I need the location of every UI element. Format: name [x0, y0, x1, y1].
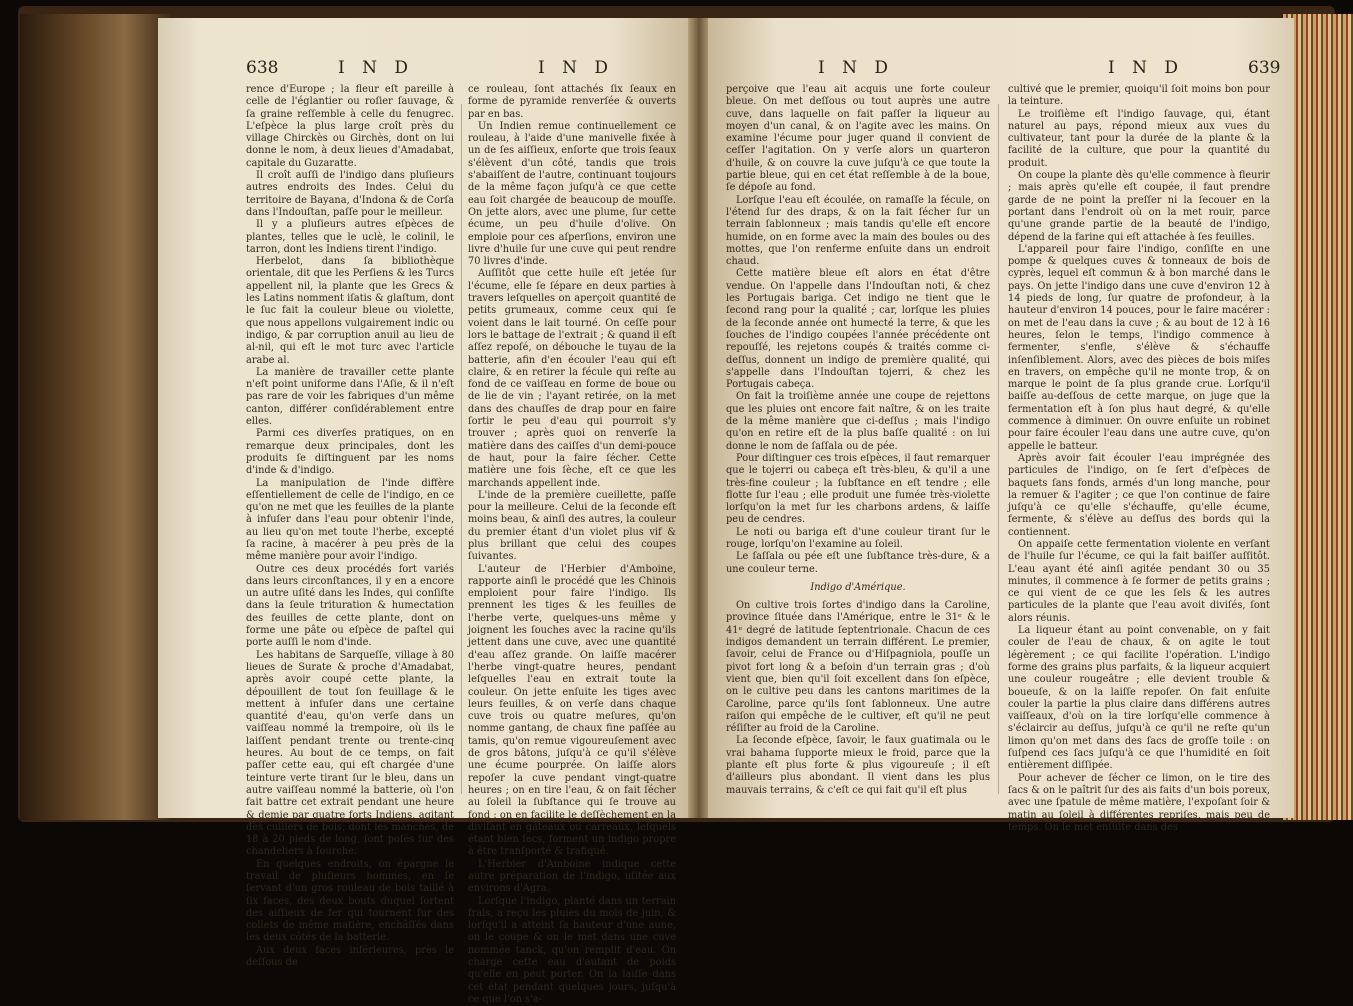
paragraph: La liqueur étant au point convenable, on y fait couler de l'eau de chaux, & on agite le tout légèrement ; ce qui facilite l'opération. L'indigo forme des grains plus parfaits, & la liqueur acquiert une couleur rougeâtre ; elle devient trouble & boueuſe, & on la laiſſe repoſer. On fait enſuite couler la partie la plus claire dans différens autres vaiſſeaux, d'où on la tire lorſqu'elle commence à s'éclaircir au deſſus, juſqu'à ce qu'il ne reſte qu'un limon qu'on met dans des ſacs de groſſe toile : on ſuſpend ces ſacs juſqu'à ce que l'humidité en ſoit entièrement diſſipée. [1008, 625, 1270, 772]
paragraph: L'Herbier d'Amboine indique cette autre préparation de l'indigo, uſitée aux environs d'Agra. [468, 858, 676, 895]
paragraph: Pour diſtinguer ces trois eſpèces, il faut remarquer que le tojerri ou cabeça eſt très-bleu, & qu'il a une très-fine couleur ; la ſubſtance en eſt tendre ; elle flotte ſur l'eau ; elle produit une fumée très-violette lorſqu'on la met ſur les charbons ardens, & laiſſe peu de cendres. [726, 452, 990, 526]
paragraph: ce rouleau, ſont attachés ſix ſeaux en forme de pyramide renverſée & ouverts par en bas. [468, 84, 676, 120]
paragraph: Auſſitôt que cette huile eſt jetée ſur l'écume, elle ſe ſépare en deux parties à travers leſquelles on aperçoit quantité de petits grumeaux, comme ceux qui ſe voient dans le lait tourné. On ceſſe pour lors le battage de l'extrait ; & quand il eſt aſſez repoſé, on débouche le tuyau de la batterie, afin d'en écouler l'eau qui eſt claire, & en retirer la fécule qui reſte au fond de ce vaiſſeau en forme de boue ou de lie de vin ; l'ayant retirée, on la met dans des chauſſes de drap pour en faire ſortir le peu d'eau qui pourroit s'y trouver ; après quoi on renverſe la matière dans des caiſſes d'un demi-pouce de haut, pour la faire ſécher. Cette matière une fois ſèche, eſt ce que les marchands appellent inde. [468, 268, 676, 489]
paragraph: Parmi ces diverſes pratiques, on en remarque deux principales, dont les produits ſe diſtinguent par les noms d'inde & d'indigo. [246, 428, 454, 477]
running-head: I N D [818, 58, 895, 78]
paragraph: La manière de travailler cette plante n'eſt point uniforme dans l'Aſie, & il n'eſt pas rare de voir les fabriques d'un même canton, différer conſidérablement entre elles. [246, 366, 454, 428]
paragraph: rence d'Europe ; la fleur eſt pareille à celle de l'églantier ou roſier ſauvage, & ſa graine reſſemble à celle du fenugrec. L'eſpèce la plus large croît près du village Chirckès ou Girchès, dont on lui donne le nom, à deux lieues d'Amadabat, capitale du Guzaratte. [246, 84, 454, 169]
text-column-right [1008, 84, 1270, 834]
paragraph: L'appareil pour faire l'indigo, conſiſte en une pompe & quelques cuves & tonneaux de bois de cyprès, lequel eſt commun & à bon marché dans le pays. On jette l'indigo dans une cuve d'environ 12 à 14 pieds de long, ſur quatre de profondeur, à la hauteur d'environ 14 pouces, pour le faire macérer : on met de l'eau dans la cuve ; & au bout de 12 à 16 heures, ſelon le temps, l'indigo commence à fermenter, s'enfle, s'élève & s'échauffe inſenſiblement. Alors, avec des pièces de bois miſes en travers, on empêche qu'il ne monte trop, & on marque le point de ſa plus grande crue. Lorſqu'il baiſſe au-deſſous de cette marque, on juge que la fermentation eſt à ſon plus haut degré, & qu'elle commence à diminuer. On ouvre enſuite un robinet pour faire écouler l'eau dans une autre cuve, qu'on appelle le batteur. [1008, 243, 1270, 452]
paragraph: Il y a pluſieurs autres eſpèces de plantes, telles que le uclè, le colinil, le tarron, dont les Indiens tirent l'indigo. [246, 219, 454, 255]
text-column-left [726, 84, 990, 797]
paragraph: Après avoir fait écouler l'eau imprégnée des particules de l'indigo, on ſe ſert d'eſpèces de baquets ſans fonds, armés d'un long manche, pour la remuer & l'agiter ; ce que l'on continue de faire juſqu'à ce qu'elle s'échauffe, qu'elle écume, fermente, & s'élève au deſſus des bords qui la contiennent. [1008, 452, 1270, 538]
paragraph: perçoive que l'eau ait acquis une forte couleur bleue. On met deſſous ou tout auprès une autre cuve, dans laquelle on fait paſſer la liqueur au moyen d'un canal, & on l'agite avec les mains. On examine l'écume pour juger quand il convient de ceſſer l'agitation. On y verſe alors un quarteron d'huile, & on couvre la cuve juſqu'à ce que toute la partie bleue, qui en cet état reſſemble à de la boue, ſe dépoſe au fond. [726, 84, 990, 194]
section-heading: Indigo d'Amérique. [810, 581, 906, 593]
paragraph: En quelques endroits, on épargne le travail de pluſieurs hommes, en ſe ſervant d'un gros rouleau de bois taillé à ſix faces, des deux bouts duquel ſortent des aiſſieux de fer qui tournent ſur des collets de même matière, enchâſſés dans les deux côtés de la batterie. [246, 858, 454, 944]
paragraph: Outre ces deux procédés fort variés dans leurs circonſtances, il y en a encore un autre uſité dans les Indes, qui conſiſte dans la ſeule trituration & humectation des feuilles de cette plante, dont on forme une pâte ou eſpèce de paſtel qui porte auſſi le nom d'inde. [246, 563, 454, 649]
paragraph: Lorſque l'indigo, planté dans un terrain frais, a reçu les pluies du mois de juin, & lorſqu'il a atteint ſa hauteur d'une aune, on le coupe & on le met dans une cuve nommée tanck, qu'on remplit d'eau. On charge cette eau d'autant de poids qu'elle en peut porter. On la laiſſe dans cet état pendant quelques jours, juſqu'à ce que l'on s'a- [468, 895, 676, 1005]
column-rule [998, 104, 999, 794]
paragraph: Aux deux faces inférieures, près le deſſous de [246, 944, 454, 969]
paragraph: Le ſaſſala ou pée eſt une ſubſtance très-dure, & a une couleur terne. [726, 551, 990, 575]
page-number: 639 [1248, 58, 1281, 78]
book-edge-left [20, 14, 170, 820]
paragraph: L'auteur de l'Herbier d'Amboine, rapporte ainſi le procédé que les Chinois emploient pour faire l'indigo. Ils prennent les tiges & les feuilles de l'herbe verte, quelques-uns même y joignent les ſouches avec la racine qu'ils jettent dans une cuve, avec une quantité d'eau aſſez grande. On laiſſe macérer l'herbe vingt-quatre heures, pendant leſquelles l'eau en extrait toute la couleur. On jette enſuite les tiges avec leurs feuilles, & on verſe dans chaque cuve trois ou quatre meſures, qu'on nomme gantang, de chaux fine paſſée au tamis, qu'on remue vigoureuſement avec de gros bâtons, juſqu'à ce qu'il s'élève une écume pourprée. On laiſſe alors repoſer la cuve pendant vingt-quatre heures ; on en tire l'eau, & on fait ſécher au ſoleil la ſubſtance qui ſe trouve au fond : on en facilite le deſſèchement en la diviſant en gâteaux ou carreaux, leſquels étant bien ſecs, forment un indigo propre à être tranſporté & trafiqué. [468, 563, 676, 858]
running-head: I N D [538, 58, 615, 78]
text-column-left [246, 84, 454, 969]
paragraph: La ſeconde eſpèce, ſavoir, le faux guatimala ou le vrai bahama ſupporte mieux le froid, parce que la plante eſt plus forte & plus vigoureuſe ; il eſt d'ailleurs plus abondant. Il vient dans les plus mauvais terrains, & c'eſt ce qui fait qu'il eſt plus [726, 735, 990, 796]
paragraph: Lorſque l'eau eſt écoulée, on ramaſſe la fécule, on l'étend ſur des draps, & on la fait ſécher ſur un terrain ſablonneux ; mais tandis qu'elle eſt encore humide, on en forme avec la main des boules ou des mottes, que l'on renferme enſuite dans un endroit chaud. [726, 194, 990, 268]
paragraph: On fait la troiſième année une coupe de rejettons que les pluies ont encore fait naître, & on les traite de la même manière que ci-deſſus ; mais l'indigo qu'on en retire eſt de la plus baſſe qualité : on lui donne le nom de ſaſſala ou de pée. [726, 391, 990, 452]
paragraph: On appaiſe cette fermentation violente en verſant de l'huile ſur l'écume, ce qui la fait baiſſer auſſitôt. L'eau ayant été ainſi agitée pendant 30 ou 35 minutes, il commence à ſe former de petits grains ; ce qui vient de ce que les ſels & les autres particules de la plante que l'eau avoit diviſés, ſont alors réunis. [1008, 538, 1270, 624]
right-page [708, 18, 1294, 833]
column-rule [461, 104, 462, 794]
text-column-right [468, 84, 676, 1006]
paragraph: L'inde de la première cueillette, paſſe pour la meilleure. Celui de la ſeconde eſt moins beau, & ainſi des autres, la couleur du premier étant d'un violet plus vif & plus brillant que celui des coupes ſuivantes. [468, 489, 676, 563]
book-gutter [688, 18, 710, 818]
left-page [158, 18, 690, 1005]
paragraph: Pour achever de ſécher ce limon, on le tire des ſacs & on le paîtrit ſur des ais faits d'un bois poreux, avec une ſpatule de même matière, l'expoſant ſoir & matin au ſoleil à différentes repriſes, mais peu de temps. On le met enſuite dans des [1008, 772, 1270, 833]
paragraph: cultivé que le premier, quoiqu'il ſoit moins bon pour la teinture. [1008, 84, 1270, 108]
paragraph: Il croît auſſi de l'indigo dans pluſieurs autres endroits des Indes. Celui du territoire de Bayana, d'Indona & de Corſa dans l'Indouſtan, paſſe pour le meilleur. [246, 170, 454, 218]
running-head: I N D [1108, 58, 1185, 78]
paragraph: Herbelot, dans ſa bibliothèque orientale, dit que les Perſiens & les Turcs appellent nil, la plante que les Grecs & les Latins nomment iſatis & glaſtum, dont le ſuc fait la couleur bleue ou violette, que nous appellons vulgairement indic ou indigo, & par corruption anuil au lieu de al-nil, qui eſt le mot turc avec l'article arabe al. [246, 256, 454, 366]
paragraph: On cultive trois ſortes d'indigo dans la Caroline, province ſituée dans l'Amérique, entre le 31ᵉ & le 41ᵉ degré de latitude ſeptentrionale. Chacun de ces indigos demandent un terrain différent. Le premier, ſavoir, celui de France ou d'Hiſpagniola, pouſſe un pivot fort long & a beſoin d'un terrain gras ; d'où vient que, bien qu'il ſoit excellent dans ſon eſpèce, on le cultive peu dans les cantons maritimes de la Caroline, parce qu'ils ſont ſablonneux. Une autre raiſon qui empêche de le cultiver, eſt qu'il ne peut réſiſter au froid de la Caroline. [726, 600, 990, 735]
paragraph: Les habitans de Sarqueſſe, village à 80 lieues de Surate & proche d'Amadabat, après avoir coupé cette plante, la dépouillent de tout ſon feuillage & le mettent à infuſer dans une certaine quantité d'eau, qu'on verſe dans un vaiſſeau nommé la trempoire, où ils le laiſſent pendant trente ou trente-cinq heures. Au bout de ce temps, on fait paſſer cette eau, qui eſt chargée d'une teinture verte tirant ſur le bleu, dans un autre vaiſſeau nommé la batterie, où l'on fait battre cet extrait pendant une heure & demie par quatre forts Indiens, agitant des cuillers de bois, dont les manches, de 18 à 20 pieds de long, ſont poſés ſur des chandeliers à fourche. [246, 649, 454, 858]
page-number: 638 [246, 58, 279, 78]
paragraph: La manipulation de l'inde diffère eſſentiellement de celle de l'indigo, en ce qu'on ne met que les feuilles de la plante à infuſer dans l'eau pour obtenir l'inde, au lieu qu'on met toute l'herbe, excepté ſa racine, à macérer à peu près de la même manière pour avoir l'indigo. [246, 477, 454, 563]
paragraph: Un Indien remue continuellement ce rouleau, à l'aide d'une manivelle fixée à un de ſes aiſſieux, enſorte que trois ſeaux s'élèvent d'un côté, tandis que trois s'abaiſſent de l'autre, continuant toujours de la même façon juſqu'à ce que cette eau ſoit chargée de beaucoup de mouſſe. On jette alors, avec une plume, ſur cette écume, un peu d'huile d'olive. On emploie pour ces aſperſions, environ une livre d'huile ſur une cuve qui peut rendre 70 livres d'inde. [468, 120, 676, 268]
paragraph: Le noti ou bariga eſt d'une couleur tirant ſur le rouge, lorſqu'on l'examine au ſoleil. [726, 526, 990, 550]
paragraph: On coupe la plante dès qu'elle commence à fleurir ; mais après qu'elle eſt coupée, il faut prendre garde de ne point la preſſer ni la ſecouer en la portant dans l'endroit où on la met rouir, parce qu'une grande partie de la beauté de l'indigo, dépend de la farine qui eſt attachée à ſes feuilles. [1008, 170, 1270, 243]
running-head: I N D [338, 58, 415, 78]
paragraph: Le troiſième eſt l'indigo ſauvage, qui, étant naturel au pays, répond mieux aux vues du cultivateur, tant pour la durée de la plante & la facilité de la culture, que pour la quantité du produit. [1008, 108, 1270, 169]
paragraph: Cette matière bleue eſt alors en état d'être vendue. On l'appelle dans l'Indouſtan noti, & chez les Portugais bariga. Cet indigo ne tient que le ſecond rang pour la qualité ; car, lorſque les pluies de la ſeconde année ont humecté la terre, & que les ſouches de l'indigo coupées l'année précédente ont repouſſé, les rejetons coupés & traités comme ci-deſſus, donnent un indigo de première qualité, qui s'appelle dans l'Indouſtan tojerri, & chez les Portugais cabeça. [726, 268, 990, 391]
